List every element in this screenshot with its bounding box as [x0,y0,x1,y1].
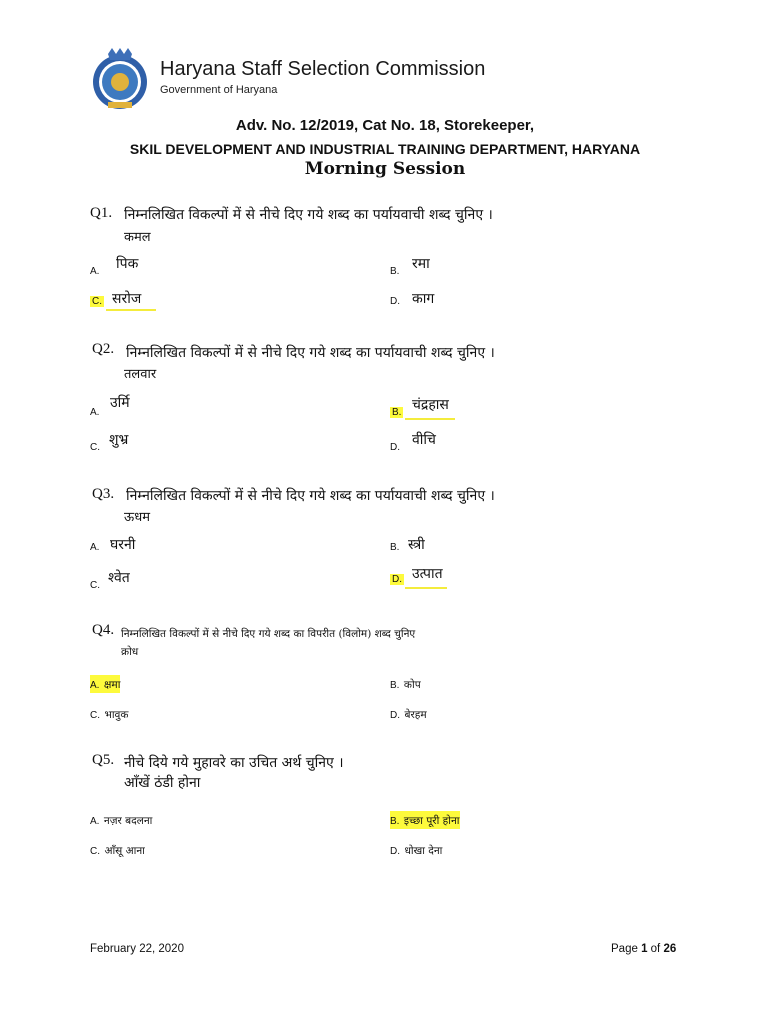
option-text: काग [412,291,435,307]
page-of: of [647,943,664,955]
option-letter: C. [90,710,100,721]
question-number: Q4. [92,622,115,638]
question-number: Q2. [92,341,115,357]
question-text: निम्नलिखित विकल्पों में से नीचे दिए गये शब्द का पर्यायवाची शब्द चुनिए । [126,345,495,361]
option-letter: A. [90,816,100,827]
department-line: SKIL DEVELOPMENT AND INDUSTRIAL TRAINING DEPARTMENT, HARYANA [129,141,641,157]
option-letter: D. [390,846,400,857]
haryana-emblem-logo [90,46,150,112]
option [90,705,128,723]
option-text: शुभ्र [109,432,129,448]
option-letter-correct: C. [92,296,102,307]
option-letter-correct: D. [392,574,402,585]
answer-underline [405,587,447,589]
question-word: कमल [124,230,151,245]
question-number: Q1. [90,205,113,221]
option-text: उर्मि [110,395,130,411]
option-letter-correct: B. [392,407,402,418]
option-text: नज़र बदलना [103,815,153,827]
question-word: ऊधम [124,510,150,525]
option-text: स्त्री [408,537,425,553]
option-letter: C. [90,846,100,857]
option-letter: A. [90,266,100,277]
option-letter: A. [90,407,100,418]
question-text: निम्नलिखित विकल्पों में से नीचे दिए गये शब्द का पर्यायवाची शब्द चुनिए । [124,207,493,223]
option-text: कोप [403,679,421,691]
page-indicator [611,943,676,955]
gov-name: Government of Haryana [160,84,278,96]
option-letter: C. [90,580,100,591]
answer-underline [106,309,156,311]
org-name: Haryana Staff Selection Commission [160,58,486,80]
question-text: नीचे दिये गये मुहावरे का उचित अर्थ चुनिए । [124,755,344,771]
option-letter: C. [90,442,100,453]
page-total: 26 [663,943,677,955]
option-text: इच्छा पूरी होना [403,815,460,827]
question-text: निम्नलिखित विकल्पों में से नीचे दिए गये शब्द का विपरीत (विलोम) शब्द चुनिए [121,628,416,640]
option-text: सरोज [112,291,142,307]
option-letter: D. [390,296,400,307]
option-letter: A. [90,680,100,691]
option-correct [390,811,460,829]
option [90,811,152,829]
option-letter: D. [390,442,400,453]
option-text: घरनी [110,537,136,553]
option-text: पिक [116,256,139,272]
option [90,841,145,859]
option [390,675,421,693]
option-letter: B. [390,542,400,553]
question-number: Q3. [92,486,115,502]
option-correct [90,675,120,693]
option-text: भावुक [104,709,129,721]
answer-underline [405,418,455,420]
option-text: वीचि [412,432,436,448]
option-letter: A. [90,542,100,553]
question-text: निम्नलिखित विकल्पों में से नीचे दिए गये शब्द का पर्यायवाची शब्द चुनिए । [126,488,495,504]
question-number: Q5. [92,752,115,768]
option-letter: D. [390,710,400,721]
option-text: धोखा देना [404,845,443,857]
question-word: तलवार [124,367,157,382]
option-text: उत्पात [412,566,443,582]
option [390,841,442,859]
session-title: Morning Session [304,159,466,179]
advertisement-line: Adv. No. 12/2019, Cat No. 18, Storekeeper, [235,117,535,134]
option-text: बेरहम [404,709,427,721]
option-text: रमा [412,256,430,272]
question-word: आँखें ठंडी होना [124,775,201,791]
option [390,705,427,723]
question-word: क्रोध [121,646,139,658]
page-prefix: Page [611,943,642,955]
page-current: 1 [641,943,648,955]
option-letter: B. [390,816,400,827]
option-text: श्वेत [108,570,130,586]
option-letter: B. [390,680,400,691]
option-letter: B. [390,266,400,277]
footer-date: February 22, 2020 [90,943,184,955]
option-text: क्षमा [103,679,121,691]
option-text: चंद्रहास [412,397,449,413]
option-text: आँसू आना [104,845,145,857]
